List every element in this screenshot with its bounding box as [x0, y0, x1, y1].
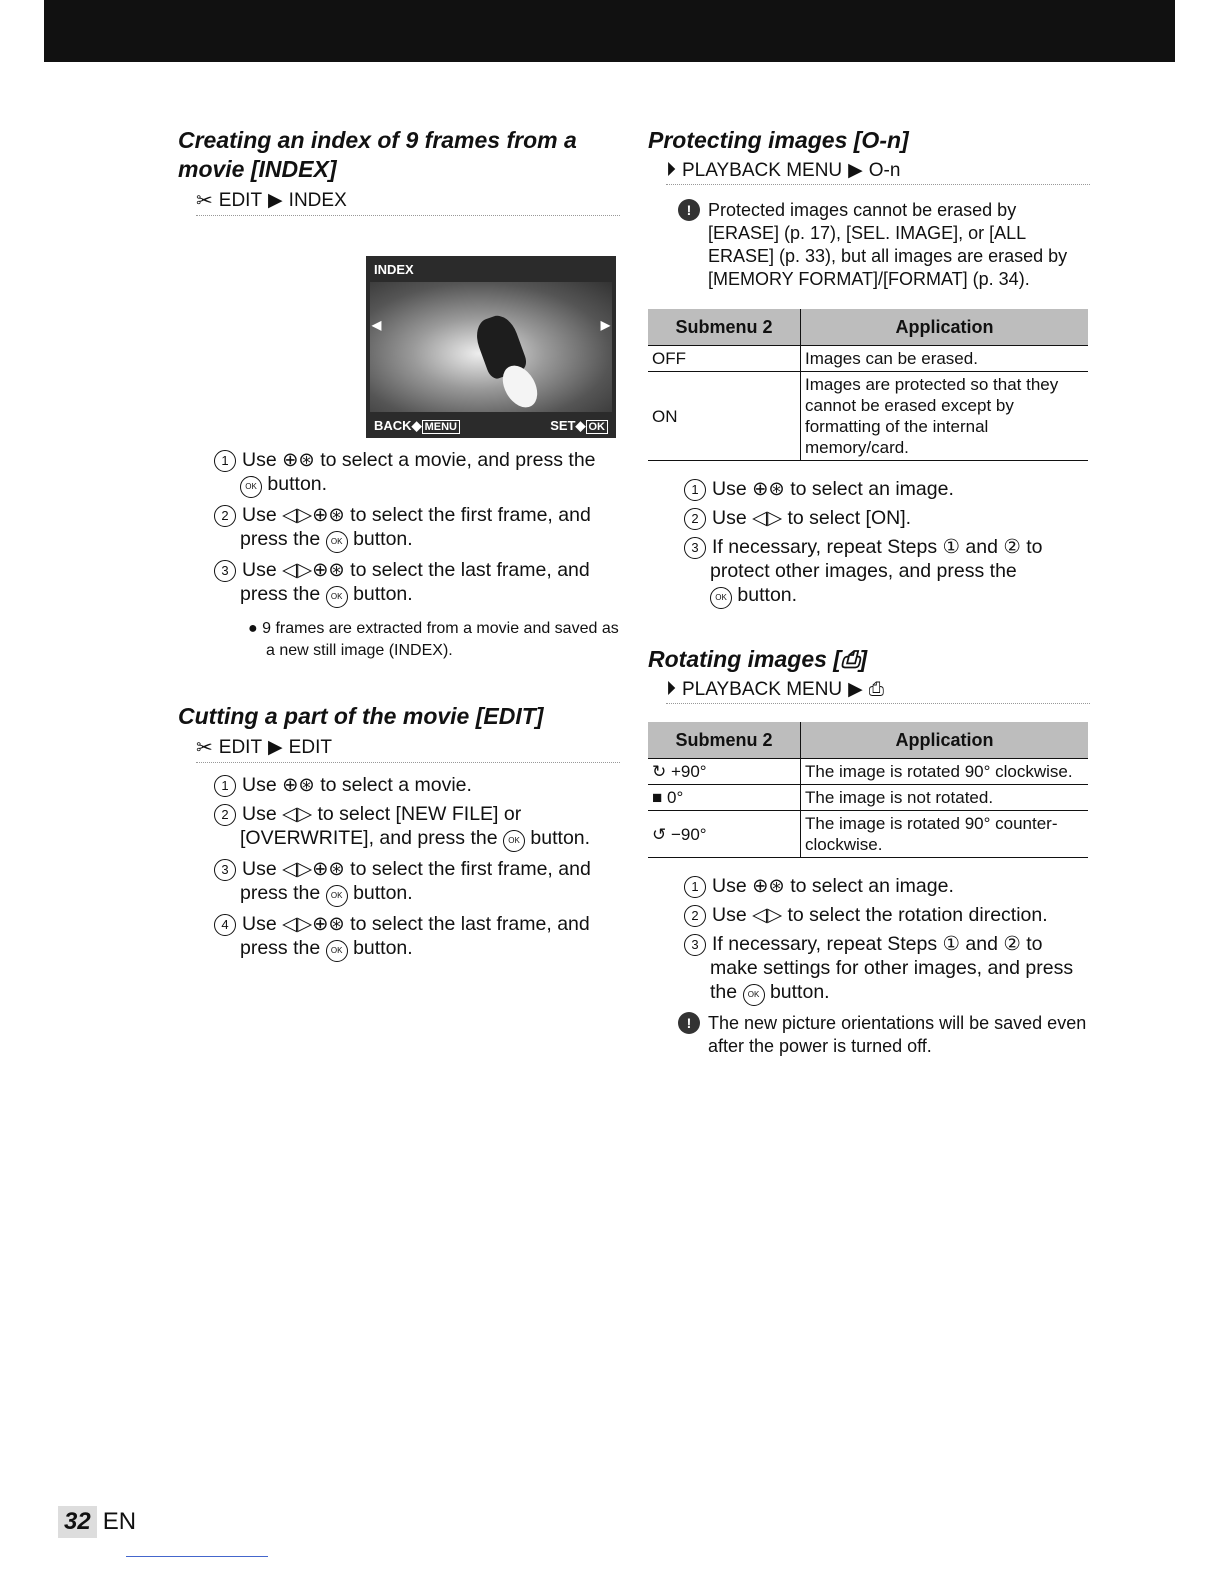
playback-icon: ⏵: [666, 159, 676, 181]
caution-icon: !: [678, 1012, 700, 1034]
rotate-steps: [648, 874, 1090, 1006]
scissors-icon: ✂: [196, 190, 213, 212]
edit-steps: [178, 773, 620, 962]
surfer-photo: [370, 282, 612, 412]
index-note: ● 9 frames are extracted from a movie and saved as a new still image (INDEX).: [248, 620, 619, 659]
page-footer: [58, 1506, 136, 1538]
rotate-none-icon: ■: [652, 788, 667, 807]
arrow-right-icon: ▶: [848, 160, 863, 181]
rotate-section-title: Rotating images [⎙]: [648, 646, 868, 672]
left-column: [178, 126, 620, 967]
language-code: EN: [102, 1508, 137, 1535]
protect-steps: [648, 477, 1090, 609]
step-item: 2 Use ◁▷ to select [NEW FILE] or [OVERWRITE], and press the OK button.: [178, 802, 620, 852]
caution-icon: !: [678, 199, 700, 221]
camera-screen-index: INDEX ◀ ▶ BACK◆ MENU SET◆ OK: [366, 256, 616, 438]
rotate-ccw-icon: ↺: [652, 824, 671, 844]
step-item: 3 Use ◁▷⊕⊛ to select the first frame, and press the OK button.: [178, 857, 620, 907]
step-item: 1 Use ⊕⊛ to select an image.: [648, 874, 1090, 898]
index-breadcrumb: ✂ EDIT ▶ INDEX: [196, 188, 620, 216]
table-row: ↺ −90° The image is rotated 90° counter-clockwise.: [648, 811, 1088, 858]
arrow-right-icon: ▶: [268, 737, 283, 758]
page-number: 32: [58, 1506, 97, 1538]
scissors-icon: ✂: [196, 737, 213, 759]
edit-breadcrumb: ✂ EDIT ▶ EDIT: [196, 735, 620, 763]
table-row: ■ 0° The image is not rotated.: [648, 785, 1088, 811]
protect-caution: ! Protected images cannot be erased by [ERASE] (p. 17), [SEL. IMAGE], or [ALL ERASE] (p. 33), but all images are erased by [MEMORY FORMAT]/[FORMAT] (p. 34).: [678, 199, 1090, 291]
step-item: 3 If necessary, repeat Steps ① and ② to make settings for other images, and press the OK button.: [648, 932, 1090, 1006]
index-steps: [178, 448, 620, 608]
arrow-right-icon: ▶: [848, 679, 863, 700]
step-item: 1 Use ⊕⊛ to select an image.: [648, 477, 1090, 501]
protect-table: Submenu 2 Application OFF Images can be erased. ON Images are protected so that they cannot be erased except by formatting of the internal memory/card.: [648, 309, 1088, 461]
step-item: 3 If necessary, repeat Steps ① and ② to protect other images, and press the OK button.: [648, 535, 1090, 609]
footer-link-line: [126, 1556, 268, 1557]
step-item: 1 Use ⊕⊛ to select a movie.: [178, 773, 620, 797]
table-row: ↻ +90° The image is rotated 90° clockwise.: [648, 759, 1088, 785]
table-row: OFF Images can be erased.: [648, 346, 1088, 372]
table-row: ON Images are protected so that they cannot be erased except by formatting of the internal memory/card.: [648, 372, 1088, 461]
top-banner: [44, 0, 1175, 62]
left-arrow-icon: ◀: [372, 318, 382, 332]
step-item: 4 Use ◁▷⊕⊛ to select the last frame, and press the OK button.: [178, 912, 620, 962]
protect-section-title: Protecting images [O-n]: [648, 127, 909, 153]
index-section-title: Creating an index of 9 frames from a movie [INDEX]: [178, 127, 577, 182]
rotate-cw-icon: ↻: [652, 762, 671, 781]
step-item: 2 Use ◁▷ to select the rotation direction.: [648, 903, 1090, 927]
step-item: 2 Use ◁▷⊕⊛ to select the first frame, and press the OK button.: [178, 503, 620, 553]
rotate-caution: ! The new picture orientations will be saved even after the power is turned off.: [678, 1012, 1090, 1058]
right-column: [648, 126, 1090, 1058]
rotate-table: Submenu 2 Application ↻ +90° The image is rotated 90° clockwise. ■ 0° The image is not rotated. ↺ −90° The image is rotated 90° counter-clockwise.: [648, 722, 1088, 858]
step-item: 1 Use ⊕⊛ to select a movie, and press the OK button.: [178, 448, 620, 498]
step-item: 3 Use ◁▷⊕⊛ to select the last frame, and press the OK button.: [178, 558, 620, 608]
arrow-right-icon: ▶: [268, 190, 283, 211]
rotate-breadcrumb: ⏵ PLAYBACK MENU ▶ ⎙: [666, 678, 1090, 704]
playback-icon: ⏵: [666, 678, 676, 700]
edit-section-title: Cutting a part of the movie [EDIT]: [178, 703, 544, 729]
right-arrow-icon: ▶: [600, 318, 610, 332]
protect-breadcrumb: ⏵ PLAYBACK MENU ▶ O-n: [666, 159, 1090, 185]
step-item: 2 Use ◁▷ to select [ON].: [648, 506, 1090, 530]
